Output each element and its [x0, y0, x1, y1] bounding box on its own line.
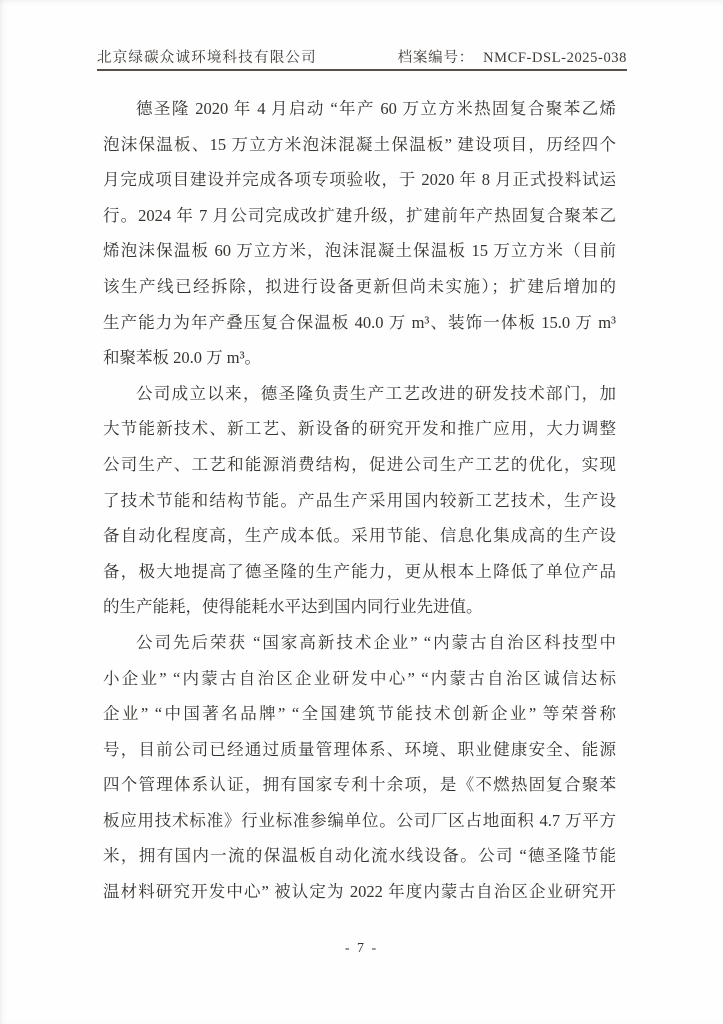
text-line: 的生产能耗，使得能耗水平达到国内同行业先进值。: [103, 597, 483, 617]
text-line: 备，极大地提高了德圣隆的生产能力，更从根本上降低了单位产品: [103, 561, 616, 581]
paragraph: [103, 91, 616, 376]
archive-number: NMCF-DSL-2025-038: [483, 50, 627, 66]
archive-number-group: [398, 46, 627, 67]
company-name: 北京绿碳众诚环境科技有限公司: [97, 50, 317, 66]
text-line: 行。2024 年 7 月公司完成改扩建升级，扩建前年产热固复合聚苯乙: [103, 205, 616, 225]
paragraph: [103, 625, 616, 910]
page-number: - 7 -: [344, 941, 379, 956]
header-rule: [97, 69, 627, 71]
text-line: 小企业” “内蒙古自治区企业研发中心” “内蒙古自治区诚信达标: [103, 668, 616, 688]
text-line: 公司成立以来，德圣隆负责生产工艺改进的研发技术部门，加: [136, 383, 616, 403]
document-body: [103, 91, 616, 910]
text-line: 四个管理体系认证，拥有国家专利十余项，是《不燃热固复合聚苯: [103, 775, 616, 795]
text-line: 月完成项目建设并完成各项专项验收，于 2020 年 8 月正式投料试运: [103, 170, 616, 190]
text-line: 泡沫保温板、15 万立方米泡沫混凝土保温板” 建设项目，历经四个: [103, 134, 616, 154]
text-line: 大节能新技术、新工艺、新设备的研究开发和推广应用，大力调整: [103, 419, 616, 439]
paragraph: [103, 376, 616, 625]
text-line: 该生产线已经拆除，拟进行设备更新但尚未实施）；扩建后增加的: [103, 276, 616, 296]
text-line: 生产能力为年产叠压复合保温板 40.0 万 m³、装饰一体板 15.0 万 m³: [103, 312, 616, 332]
text-line: 备自动化程度高，生产成本低。采用节能、信息化集成高的生产设: [103, 526, 616, 546]
text-line: 烯泡沫保温板 60 万立方米，泡沫混凝土保温板 15 万立方米（目前: [103, 241, 616, 261]
text-line: 板应用技术标准》行业标准参编单位。公司厂区占地面积 4.7 万平方: [103, 810, 616, 830]
text-line: 号，目前公司已经通过质量管理体系、环境、职业健康安全、能源: [103, 739, 616, 759]
text-line: 温材料研究开发中心” 被认定为 2022 年度内蒙古自治区企业研究开: [103, 882, 616, 902]
text-line: 了技术节能和结构节能。产品生产采用国内较新工艺技术，生产设: [103, 490, 616, 510]
text-line: 德圣隆 2020 年 4 月启动 “年产 60 万立方米热固复合聚苯乙烯: [136, 99, 616, 118]
text-line: 和聚苯板 20.0 万 m³。: [103, 348, 262, 368]
text-line: 公司先后荣获 “国家高新技术企业” “内蒙古自治区科技型中: [136, 632, 616, 652]
text-line: 公司生产、工艺和能源消费结构，促进公司生产工艺的优化，实现: [103, 454, 616, 474]
page-footer: [0, 941, 723, 957]
archive-label: 档案编号：: [397, 50, 475, 66]
text-line: 米，拥有国内一流的保温板自动化流水线设备。公司 “德圣隆节能: [103, 846, 616, 866]
text-line: 企业” “中国著名品牌” “全国建筑节能技术创新企业” 等荣誉称: [103, 704, 616, 724]
document-header: [97, 46, 627, 67]
